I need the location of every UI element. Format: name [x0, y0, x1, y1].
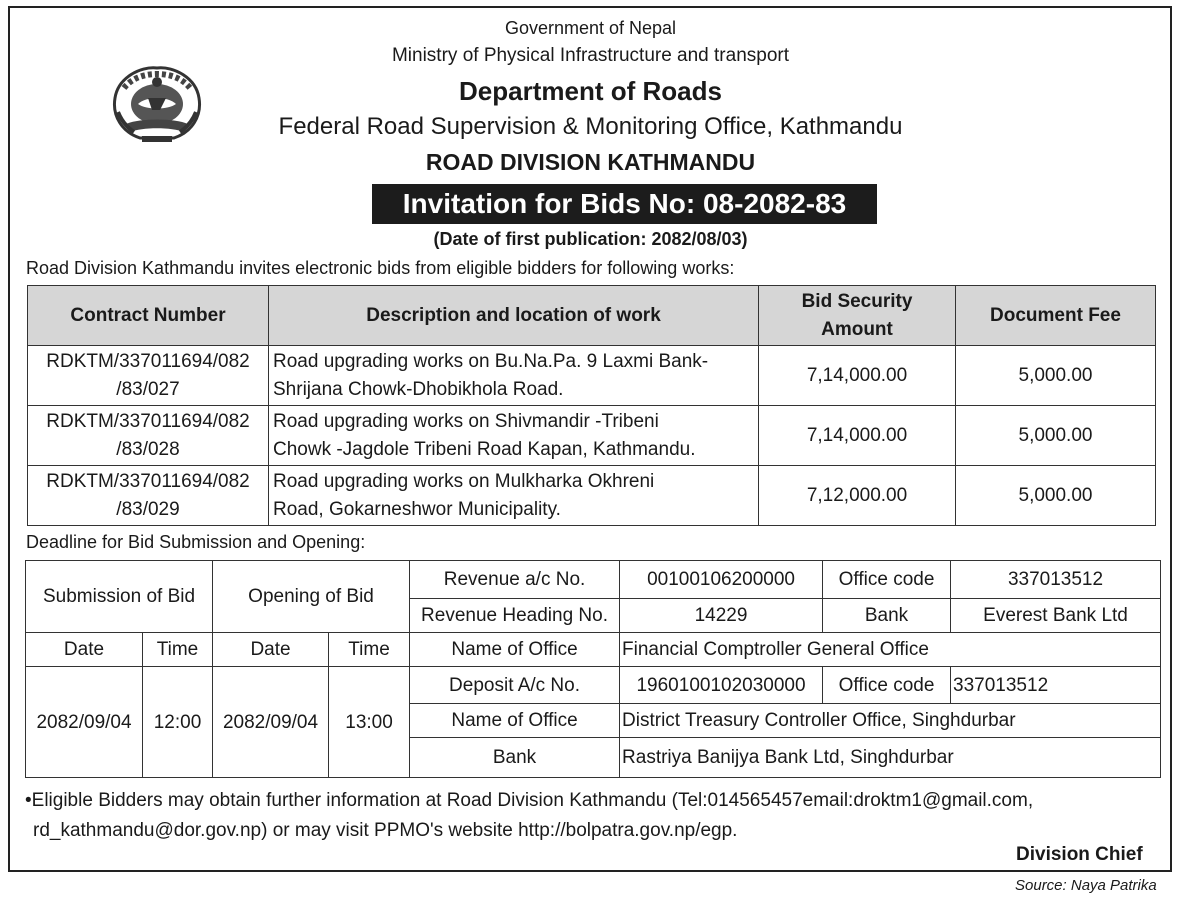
contract-number-l2: /83/029 — [116, 498, 180, 520]
revenue-heading-value: 14229 — [620, 599, 823, 633]
further-info-line-2: rd_kathmandu@dor.gov.np) or may visit PPMO's website http://bolpatra.gov.np/egp. — [33, 820, 738, 841]
contract-number-l2: /83/027 — [116, 378, 180, 400]
deposit-ac-label: Deposit A/c No. — [410, 667, 620, 704]
bank-value: Everest Bank Ltd — [951, 599, 1161, 633]
revenue-heading-label: Revenue Heading No. — [410, 599, 620, 633]
header-bid-security — [759, 286, 956, 346]
deadline-table — [25, 560, 1161, 778]
submission-of-bid-header: Submission of Bid — [26, 561, 213, 633]
submission-date: 2082/09/04 — [26, 667, 143, 778]
deadline-row-4 — [26, 667, 1161, 704]
publication-date: (Date of first publication: 2082/08/03) — [433, 229, 748, 249]
further-info-line-1: •Eligible Bidders may obtain further information at Road Division Kathmandu (Tel:014565457email:droktm1@gmail.com, — [25, 790, 1034, 811]
deposit-ac-value: 1960100102030000 — [620, 667, 823, 704]
bid-security-cell: 7,14,000.00 — [759, 406, 956, 466]
bank-value: Rastriya Banijya Bank Ltd, Singhdurbar — [620, 738, 1161, 778]
deadline-row-1 — [26, 561, 1161, 599]
office-name-value: Financial Comptroller General Office — [620, 633, 1161, 667]
header-description: Description and location of work — [269, 286, 759, 346]
further-info-note — [25, 786, 1033, 846]
opening-of-bid-header: Opening of Bid — [213, 561, 410, 633]
revenue-ac-label: Revenue a/c No. — [410, 561, 620, 599]
contract-number-l2: /83/028 — [116, 438, 180, 460]
intro-text: Road Division Kathmandu invites electronic bids from eligible bidders for following works: — [26, 258, 735, 278]
bid-security-cell: 7,12,000.00 — [759, 466, 956, 526]
contract-number-cell — [28, 406, 269, 466]
header-bid-security-l2: Amount — [821, 318, 893, 340]
description-cell — [269, 466, 759, 526]
office-name-value: District Treasury Controller Office, Singhdurbar — [620, 704, 1161, 738]
office-code-label: Office code — [823, 561, 951, 599]
submission-time-label: Time — [143, 633, 213, 667]
document-fee-cell: 5,000.00 — [956, 466, 1156, 526]
table-row — [28, 406, 1156, 466]
table-row — [28, 466, 1156, 526]
name-of-office-label: Name of Office — [410, 633, 620, 667]
deadline-title: Deadline for Bid Submission and Opening: — [26, 532, 366, 552]
office-heading: Federal Road Supervision & Monitoring Office, Kathmandu — [278, 113, 903, 140]
office-code-value: 337013512 — [951, 667, 1161, 704]
works-header-row — [28, 286, 1156, 346]
office-code-label: Office code — [823, 667, 951, 704]
opening-date-label: Date — [213, 633, 329, 667]
revenue-ac-value: 00100106200000 — [620, 561, 823, 599]
description-l1: Road upgrading works on Mulkharka Okhreni — [273, 470, 655, 492]
contract-number-cell — [28, 466, 269, 526]
opening-date: 2082/09/04 — [213, 667, 329, 778]
table-row — [28, 346, 1156, 406]
government-heading: Government of Nepal — [504, 18, 677, 38]
description-l1: Road upgrading works on Bu.Na.Pa. 9 Laxmi Bank- — [273, 350, 709, 372]
signature-division-chief: Division Chief — [1016, 844, 1143, 865]
description-l1: Road upgrading works on Shivmandir -Tribeni — [273, 410, 659, 432]
contract-number-cell — [28, 346, 269, 406]
contract-number-l1: RDKTM/337011694/082 — [46, 410, 250, 432]
ifb-title-banner: Invitation for Bids No: 08-2082-83 — [372, 184, 877, 224]
opening-time: 13:00 — [329, 667, 410, 778]
description-cell — [269, 346, 759, 406]
ministry-heading: Ministry of Physical Infrastructure and transport — [391, 45, 790, 66]
document-fee-cell: 5,000.00 — [956, 346, 1156, 406]
name-of-office-label: Name of Office — [410, 704, 620, 738]
bank-label: Bank — [823, 599, 951, 633]
description-l2: Shrijana Chowk-Dhobikhola Road. — [273, 378, 564, 400]
deadline-row-3 — [26, 633, 1161, 667]
source-credit: Source: Naya Patrika — [1015, 877, 1157, 894]
contract-number-l1: RDKTM/337011694/082 — [46, 470, 250, 492]
opening-time-label: Time — [329, 633, 410, 667]
division-heading: ROAD DIVISION KATHMANDU — [425, 149, 756, 175]
works-table — [27, 285, 1156, 526]
description-l2: Chowk -Jagdole Tribeni Road Kapan, Kathmandu. — [273, 438, 696, 460]
contract-number-l1: RDKTM/337011694/082 — [46, 350, 250, 372]
document-fee-cell: 5,000.00 — [956, 406, 1156, 466]
bid-security-cell: 7,14,000.00 — [759, 346, 956, 406]
submission-date-label: Date — [26, 633, 143, 667]
bank-label: Bank — [410, 738, 620, 778]
header-document-fee: Document Fee — [956, 286, 1156, 346]
header-contract-number: Contract Number — [28, 286, 269, 346]
header-bid-security-l1: Bid Security — [801, 290, 913, 312]
department-heading: Department of Roads — [459, 76, 722, 106]
description-l2: Road, Gokarneshwor Municipality. — [273, 498, 561, 520]
office-code-value: 337013512 — [951, 561, 1161, 599]
submission-time: 12:00 — [143, 667, 213, 778]
description-cell — [269, 406, 759, 466]
